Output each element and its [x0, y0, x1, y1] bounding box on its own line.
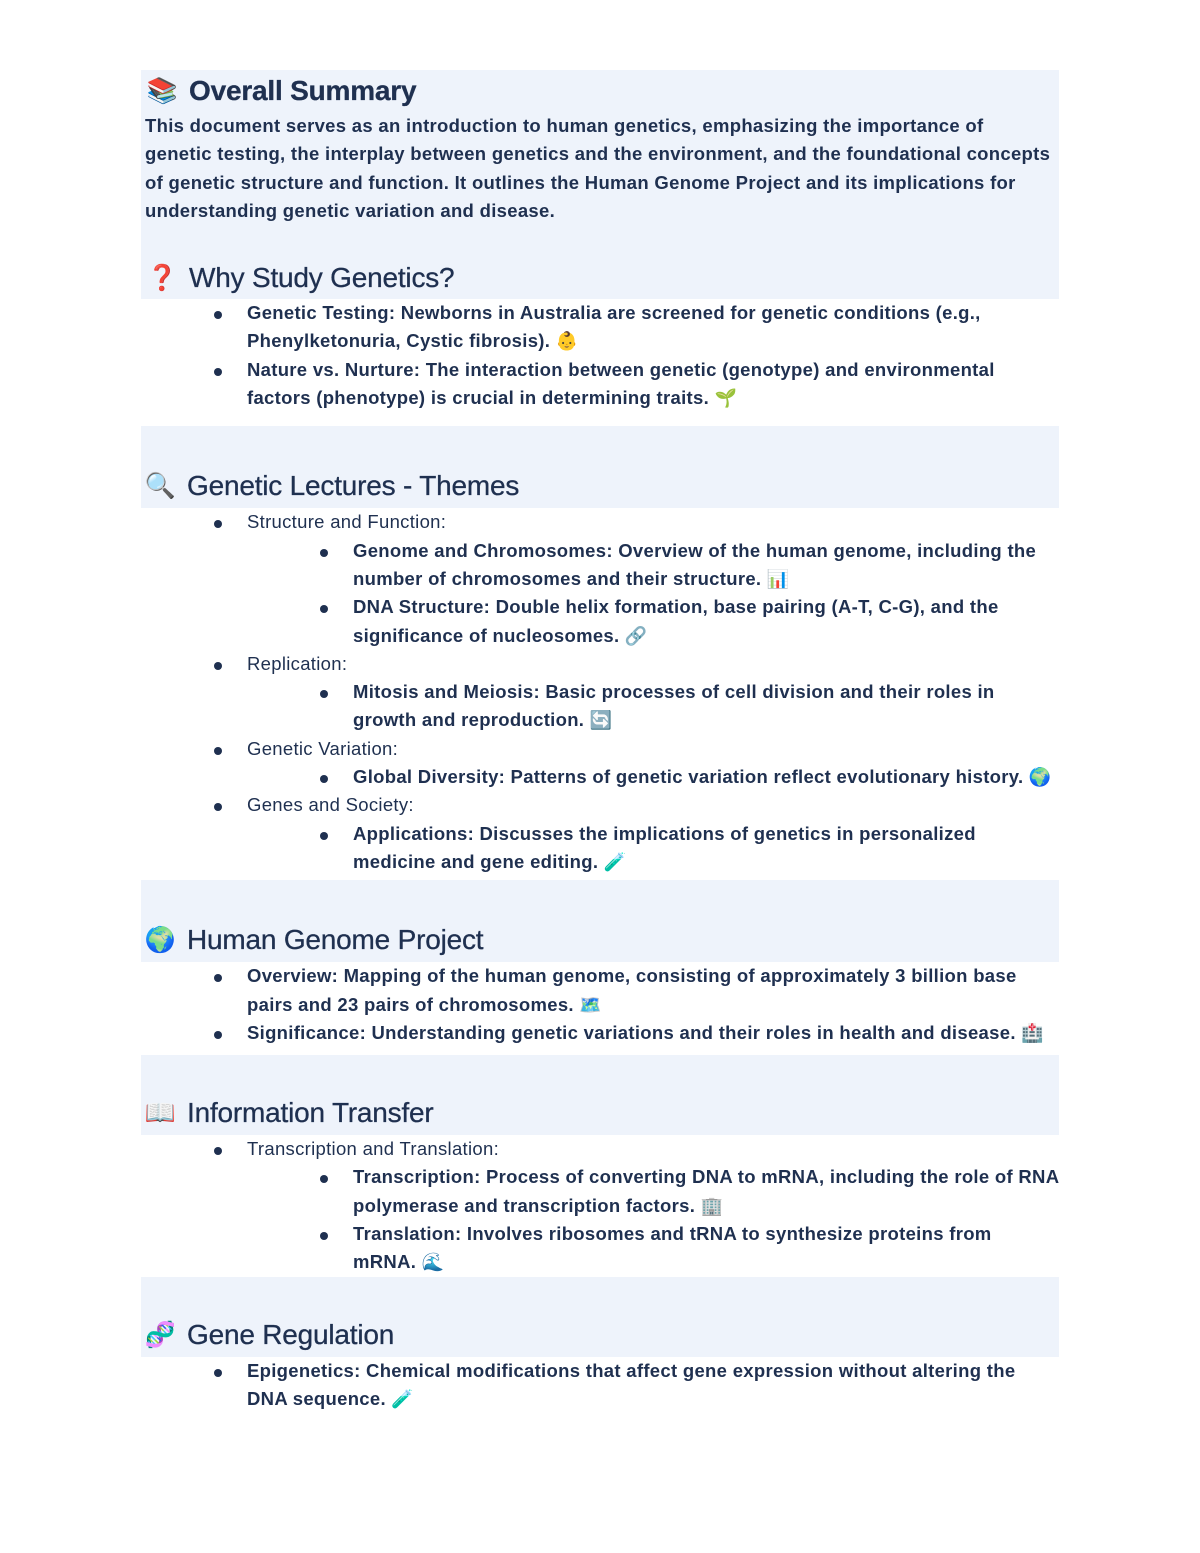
hgp-section	[141, 880, 1059, 962]
dna-icon: 🧬	[144, 1320, 176, 1349]
themes-group-1-label: Structure and Function:	[247, 511, 447, 533]
list-item	[141, 1019, 1059, 1047]
themes-sublist-2	[141, 678, 1059, 735]
bullet-icon	[214, 747, 222, 755]
info-title: Information Transfer	[187, 1097, 434, 1129]
document	[141, 70, 1059, 1413]
reg-title: Gene Regulation	[187, 1318, 395, 1350]
why-heading	[143, 257, 1057, 299]
bar-chart-icon: 📊	[766, 568, 790, 589]
list-item	[141, 537, 1059, 594]
bullet-icon	[214, 662, 222, 670]
themes-heading	[141, 464, 1059, 508]
info-group-1-label: Transcription and Translation:	[247, 1138, 500, 1160]
themes-item-2-text: DNA Structure: Double helix formation, base pairing (A-T, C-G), and the significance of nucleosomes.	[353, 596, 999, 646]
hgp-item-2-text: Significance: Understanding genetic variations and their roles in health and disease.	[247, 1021, 1016, 1043]
themes-item-5-text: Applications: Discusses the implications of genetics in personalized medicine and gene editing.	[353, 822, 976, 872]
test-tube-icon: 🧪	[603, 851, 627, 872]
themes-item-4-text: Global Diversity: Patterns of genetic variation reflect evolutionary history.	[353, 766, 1024, 788]
themes-item-3-text: Mitosis and Meiosis: Basic processes of cell division and their roles in growth and reproduction.	[353, 681, 995, 731]
info-sublist	[141, 1163, 1059, 1276]
wave-icon: 🌊	[421, 1252, 445, 1273]
link-icon: 🔗	[624, 625, 648, 646]
themes-sublist-4	[141, 820, 1059, 877]
books-icon: 📚	[146, 77, 178, 105]
info-list	[141, 1135, 1059, 1163]
reg-list	[141, 1357, 1059, 1414]
info-section	[141, 1055, 1059, 1135]
baby-icon: 👶	[555, 331, 579, 352]
reg-item-1-text: Epigenetics: Chemical modifications that affect gene expression without altering the DNA sequence.	[247, 1359, 1016, 1409]
list-item	[141, 593, 1059, 650]
info-item-2-text: Translation: Involves ribosomes and tRNA to synthesize proteins from mRNA.	[353, 1223, 992, 1273]
list-item	[141, 820, 1059, 877]
themes-item-1-text: Genome and Chromosomes: Overview of the human genome, including the number of chromosomes and their structure.	[353, 539, 1037, 589]
hgp-title: Human Genome Project	[187, 924, 484, 956]
themes-group-2-label: Replication:	[247, 652, 348, 674]
themes-list-2	[141, 650, 1059, 678]
why-list	[141, 299, 1059, 412]
test-tube-icon: 🧪	[391, 1388, 415, 1409]
why-item-1-text: Genetic Testing: Newborns in Australia are screened for genetic conditions (e.g., Phenylketonuria, Cystic fibrosis).	[247, 302, 981, 352]
info-item-1-text: Transcription: Process of converting DNA to mRNA, including the role of RNA polymerase and transcription factors.	[353, 1166, 1059, 1216]
themes-list	[141, 508, 1059, 536]
info-heading	[141, 1091, 1059, 1135]
bullet-icon	[320, 775, 328, 783]
list-item	[141, 962, 1059, 1019]
reg-section	[141, 1277, 1059, 1357]
themes-list-4	[141, 791, 1059, 819]
question-icon: ❓	[146, 264, 178, 293]
list-item	[141, 650, 1059, 678]
list-item	[141, 299, 1059, 356]
themes-group-3-label: Genetic Variation:	[247, 737, 399, 759]
bullet-icon	[320, 1232, 328, 1240]
summary-text: This document serves as an introduction to human genetics, emphasizing the importance of genetic testing, the interplay between genetics and the environment, and the foundational concepts of genetic structure and function. It outlines the Human Genome Project and its implications for understanding genetic variation and disease.	[145, 115, 1051, 221]
hgp-heading	[141, 918, 1059, 962]
list-item	[141, 1135, 1059, 1163]
list-item	[141, 1357, 1059, 1414]
bullet-icon	[214, 368, 222, 376]
hospital-icon: 🏥	[1021, 1022, 1044, 1043]
bullet-icon	[320, 549, 328, 557]
open-book-icon: 📖	[144, 1099, 176, 1128]
bullet-icon	[320, 832, 328, 840]
bullet-icon	[214, 1031, 222, 1039]
list-item	[141, 763, 1059, 791]
globe-icon: 🌍	[1028, 767, 1052, 788]
bullet-icon	[214, 1369, 222, 1377]
seedling-icon: 🌱	[714, 388, 738, 409]
list-item	[141, 678, 1059, 735]
list-item	[141, 508, 1059, 536]
cycle-icon: 🔄	[589, 710, 613, 731]
hgp-item-1-text: Overview: Mapping of the human genome, consisting of approximately 3 billion base pairs and 23 pairs of chromosomes.	[247, 965, 1017, 1015]
themes-list-3	[141, 735, 1059, 763]
list-item	[141, 356, 1059, 413]
themes-group-4-label: Genes and Society:	[247, 794, 414, 816]
summary-section	[141, 70, 1059, 299]
summary-heading	[143, 72, 1057, 110]
globe-icon: 🌍	[144, 926, 176, 955]
hgp-list	[141, 962, 1059, 1047]
reg-heading	[141, 1313, 1059, 1357]
themes-section	[141, 426, 1059, 508]
why-title: Why Study Genetics?	[189, 262, 455, 294]
list-item	[141, 791, 1059, 819]
summary-title: Overall Summary	[189, 75, 417, 106]
themes-title: Genetic Lectures - Themes	[187, 470, 520, 502]
list-item	[141, 1220, 1059, 1277]
office-icon: 🏢	[700, 1195, 724, 1216]
why-item-2-text: Nature vs. Nurture: The interaction between genetic (genotype) and environmental factors (phenotype) is crucial in determining traits.	[247, 358, 995, 409]
themes-sublist-3	[141, 763, 1059, 791]
list-item	[141, 1163, 1059, 1220]
map-icon: 🗺️	[579, 994, 603, 1015]
list-item	[141, 735, 1059, 763]
magnifier-icon: 🔍	[144, 472, 176, 501]
themes-sublist-1	[141, 537, 1059, 650]
